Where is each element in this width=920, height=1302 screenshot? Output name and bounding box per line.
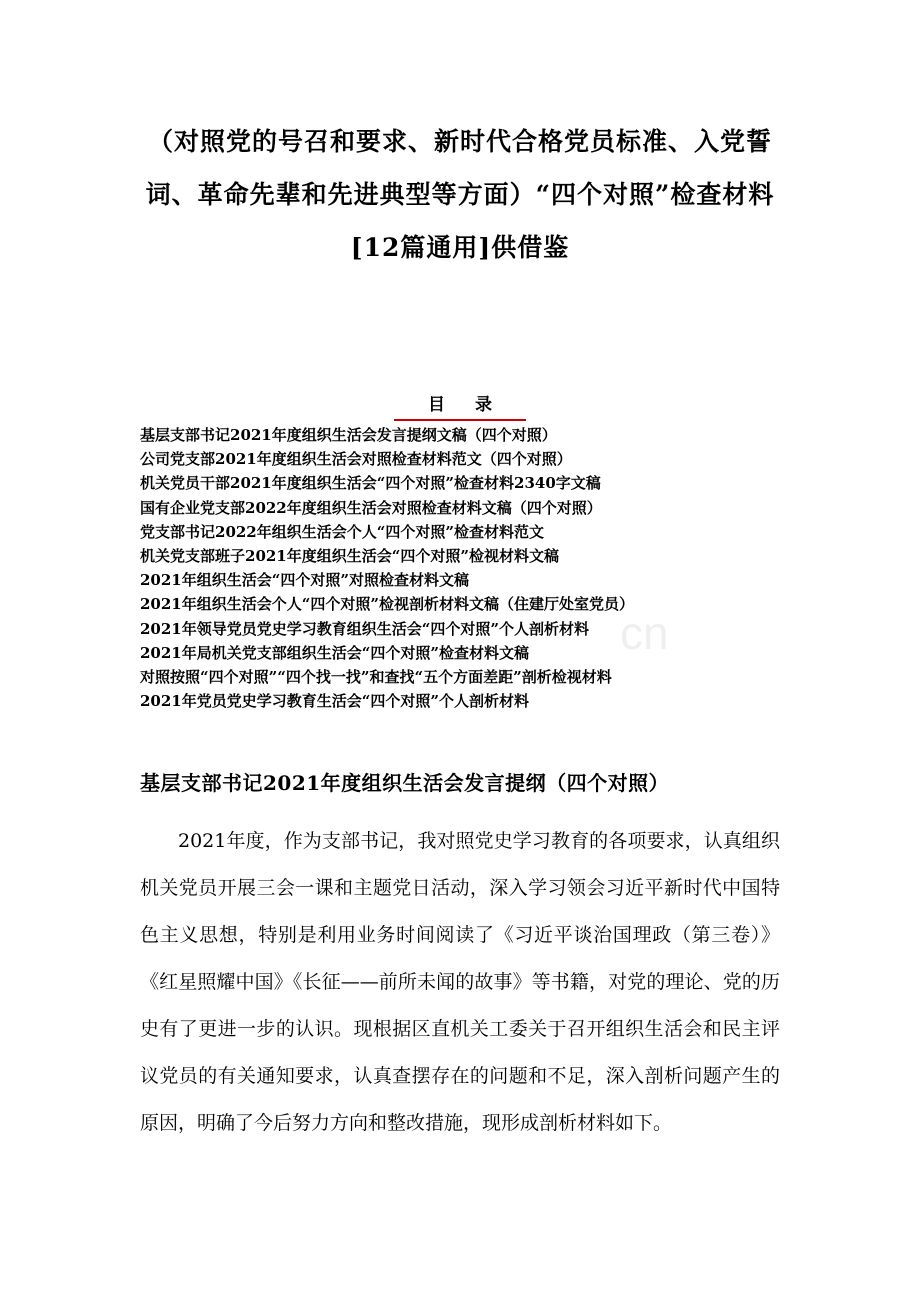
- toc-item[interactable]: 2021年组织生活会个人“四个对照”检视剖析材料文稿（住建厅处室党员）: [140, 595, 635, 614]
- document-title: （对照党的号召和要求、新时代合格党员标准、入党誓词、革命先辈和先进典型等方面）“四个对照”检查材料[12篇通用]供借鉴: [145, 127, 775, 262]
- toc-item[interactable]: 机关党员干部2021年度组织生活会“四个对照”检查材料2340字文稿: [140, 474, 601, 493]
- watermark: cn: [620, 607, 669, 659]
- toc-item[interactable]: 国有企业党支部2022年度组织生活会对照检查材料文稿（四个对照）: [140, 498, 602, 517]
- toc-item[interactable]: 党支部书记2022年组织生活会个人“四个对照”检查材料范文: [140, 522, 545, 541]
- toc-item[interactable]: 对照按照“四个对照”“四个找一找”和查找“五个方面差距”剖析检视材料: [140, 668, 612, 687]
- toc-item[interactable]: 2021年组织生活会“四个对照”对照检查材料文稿: [140, 571, 470, 590]
- section-title: 基层支部书记2021年度组织生活会发言提纲（四个对照）: [140, 771, 670, 796]
- toc-list: [140, 423, 780, 713]
- toc-heading: [140, 392, 780, 421]
- body-paragraph: 2021年度，作为支部书记，我对照党史学习教育的各项要求，认真组织机关党员开展三会一课和主题党日活动，深入学习领会习近平新时代中国特色主义思想，特别是利用业务时间阅读了《习近平谈治国理政（第三卷）》《红星照耀中国》《长征——前所未闻的故事》等书籍，对党的理论、党的历史有了更进一步的认识。现根据区直机关工委关于召开组织生活会和民主评议党员的有关通知要求，认真查摆存在的问题和不足，深入剖析问题产生的原因，明确了今后努力方向和整改措施，现形成剖析材料如下。: [140, 830, 780, 1135]
- toc-item[interactable]: 机关党支部班子2021年度组织生活会“四个对照”检视材料文稿: [140, 547, 560, 566]
- toc-item[interactable]: 公司党支部2021年度组织生活会对照检查材料范文（四个对照）: [140, 450, 572, 469]
- toc-item[interactable]: 2021年党员党史学习教育生活会“四个对照”个人剖析材料: [140, 692, 530, 711]
- toc-item[interactable]: 基层支部书记2021年度组织生活会发言提纲文稿（四个对照）: [140, 426, 557, 444]
- toc-item[interactable]: 2021年领导党员党史学习教育组织生活会“四个对照”个人剖析材料: [140, 619, 590, 638]
- toc-heading-text: 目录: [394, 392, 526, 421]
- toc-item[interactable]: 2021年局机关党支部组织生活会“四个对照”检查材料文稿: [140, 643, 530, 662]
- table-of-contents: [140, 392, 780, 713]
